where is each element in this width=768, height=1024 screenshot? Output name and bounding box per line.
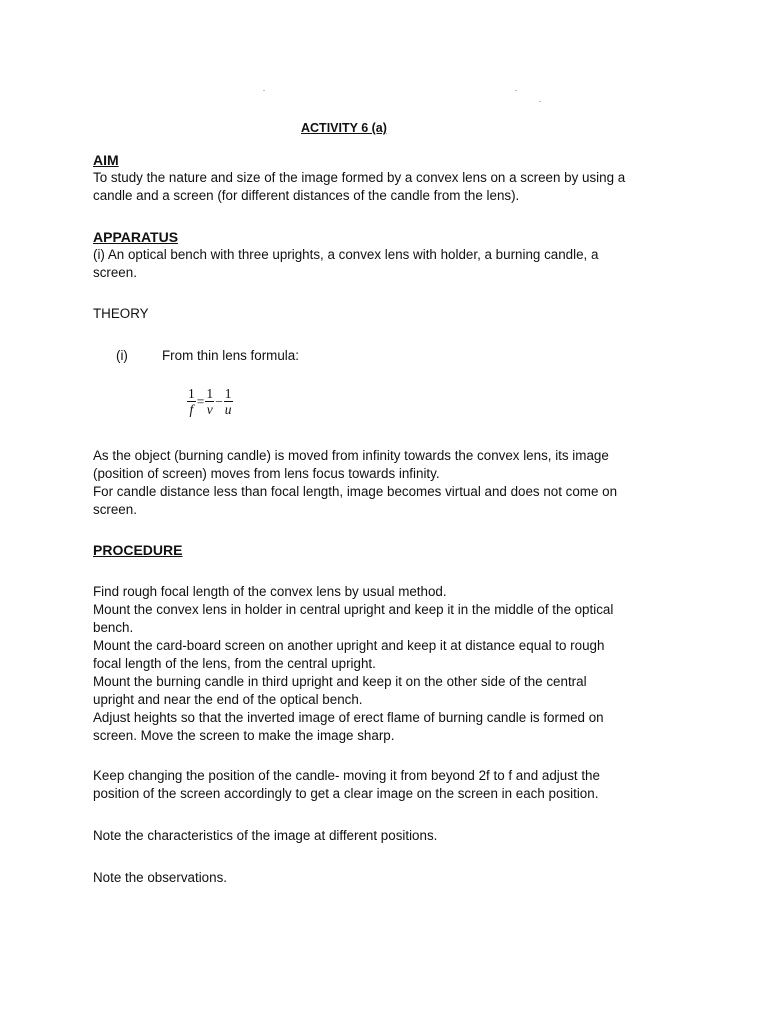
text-line: Find rough focal length of the convex lens by usual method.: [93, 584, 447, 599]
apparatus-text: [93, 246, 673, 282]
theory-text: [93, 447, 673, 519]
scan-speck: [515, 90, 517, 91]
text-line: Keep changing the position of the candle- moving it from beyond 2f to f and adjust the: [93, 768, 600, 783]
text-line: screen.: [93, 265, 137, 280]
denominator: v: [206, 402, 213, 417]
fraction-one-over-f: [187, 386, 196, 417]
lens-formula: [187, 386, 233, 417]
text-line: Mount the burning candle in third upright and keep it on the other side of the central: [93, 674, 587, 689]
text-line: upright and near the end of the optical bench.: [93, 692, 363, 707]
apparatus-heading: APPARATUS: [93, 229, 179, 245]
theory-item-text: From thin lens formula:: [162, 348, 299, 363]
scan-speck: [539, 101, 541, 102]
theory-heading: THEORY: [93, 306, 149, 321]
aim-heading: AIM: [93, 152, 119, 168]
procedure-heading: PROCEDURE: [93, 542, 183, 558]
theory-item-number: (i): [116, 348, 128, 363]
minus-sign: −: [215, 393, 223, 409]
text-line: (i) An optical bench with three uprights, a convex lens with holder, a burning candle, a: [93, 247, 599, 262]
procedure-paragraph-4: Note the observations.: [93, 870, 227, 885]
procedure-paragraph-2: [93, 767, 673, 803]
fraction-one-over-v: [205, 386, 214, 417]
text-line: To study the nature and size of the image formed by a convex lens on a screen by using a: [93, 170, 626, 185]
text-line: focal length of the lens, from the central upright.: [93, 656, 376, 671]
text-line: candle and a screen (for different distances of the candle from the lens).: [93, 188, 520, 203]
fraction-one-over-u: [224, 386, 233, 417]
scan-speck: [263, 90, 265, 91]
text-line: Mount the card-board screen on another upright and keep it at distance equal to rough: [93, 638, 605, 653]
denominator: f: [189, 402, 194, 417]
text-line: Mount the convex lens in holder in central upright and keep it in the middle of the optical: [93, 602, 614, 617]
document-title: ACTIVITY 6 (a): [301, 121, 387, 135]
text-line: As the object (burning candle) is moved from infinity towards the convex lens, its image: [93, 448, 609, 463]
text-line: Adjust heights so that the inverted image of erect flame of burning candle is formed on: [93, 710, 604, 725]
text-line: (position of screen) moves from lens focus towards infinity.: [93, 466, 440, 481]
text-line: screen. Move the screen to make the image sharp.: [93, 728, 395, 743]
denominator: u: [224, 402, 232, 417]
text-line: screen.: [93, 502, 137, 517]
text-line: bench.: [93, 620, 134, 635]
equals-sign: =: [196, 393, 205, 409]
numerator: 1: [188, 386, 195, 401]
numerator: 1: [206, 386, 214, 401]
numerator: 1: [224, 386, 232, 401]
text-line: position of the screen accordingly to get a clear image on the screen in each position.: [93, 786, 599, 801]
procedure-paragraph-1: [93, 583, 673, 745]
procedure-paragraph-3: Note the characteristics of the image at different positions.: [93, 828, 438, 843]
text-line: For candle distance less than focal length, image becomes virtual and does not come on: [93, 484, 618, 499]
aim-text: [93, 169, 673, 205]
